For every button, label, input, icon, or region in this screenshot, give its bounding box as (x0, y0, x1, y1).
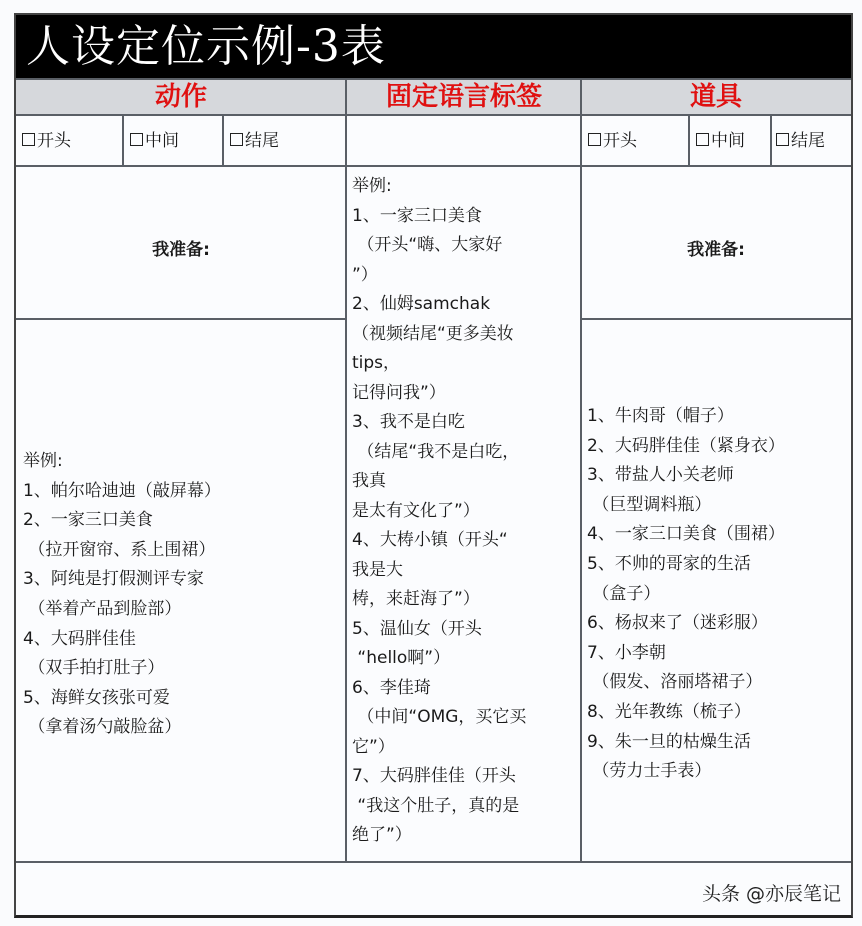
action-prepare-field[interactable]: 我准备: (152, 240, 210, 260)
props-prepare-field[interactable]: 我准备: (687, 240, 745, 260)
examples-heading: 举例: (352, 176, 392, 196)
checkbox-props-middle[interactable]: 中间 (690, 116, 770, 166)
divider (16, 318, 346, 320)
checkbox-action-end[interactable]: 结尾 (224, 116, 344, 166)
checkbox-icon[interactable] (130, 133, 143, 146)
checkbox-action-start[interactable]: 开头 (16, 116, 122, 166)
action-examples: 举例: 1、帕尔哈迪迪（敲屏幕） 2、一家三口美食 （拉开窗帘、系上围裙） 3、阿纯是打假测评专家 （举着产品到脸部） 4、大码胖佳佳 （双手拍打肚子） 5、海鲜女孩张可爱 （拿着汤勺敲脸盆） (23, 447, 221, 743)
checkbox-icon[interactable] (588, 133, 601, 146)
divider (345, 78, 347, 862)
divider (580, 78, 582, 862)
header-fixed-language: 固定语言标签 (347, 78, 581, 116)
checkbox-action-middle[interactable]: 中间 (124, 116, 222, 166)
divider (581, 318, 851, 320)
persona-table (14, 13, 853, 918)
examples-heading: 举例: (23, 451, 63, 471)
checkbox-icon[interactable] (776, 133, 789, 146)
divider (16, 861, 851, 863)
header-props: 道具 (581, 78, 851, 116)
fixed-language-examples: 举例: 1、一家三口美食 （开头“嗨、大家好 ”） 2、仙姆samchak （视频结尾“更多美妆 tips， 记得问我”） 3、我不是白吃 （结尾“我不是白吃， 我真 是太有文化了”） 4、大梼小镇（开头“ 我是大 梼，来赶海了”） 5、温仙女（开头 “hello啊”） 6、李佳琦 （中间“OMG，买它买 它”） 7、大码胖佳佳（开头 “我这个肚子，真的是 绝了”） (352, 172, 526, 851)
checkbox-icon[interactable] (230, 133, 243, 146)
watermark: 头条 @亦辰笔记 (701, 883, 841, 905)
header-action: 动作 (16, 78, 346, 116)
checkbox-props-end[interactable]: 结尾 (772, 116, 851, 166)
checkbox-icon[interactable] (22, 133, 35, 146)
checkbox-icon[interactable] (696, 133, 709, 146)
table-title: 人设定位示例-3表 (16, 15, 851, 78)
checkbox-props-start[interactable]: 开头 (582, 116, 688, 166)
props-examples: 1、牛肉哥（帽子） 2、大码胖佳佳（紧身衣） 3、带盐人小关老师 （巨型调料瓶） 4、一家三口美食（围裙） 5、不帅的哥家的生活 （盒子） 6、杨叔来了（迷彩服） 7、小李朝 （假发、洛丽塔裙子） 8、光年教练（梳子） 9、朱一旦的枯燥生活 （劳力士手表） (587, 406, 785, 782)
